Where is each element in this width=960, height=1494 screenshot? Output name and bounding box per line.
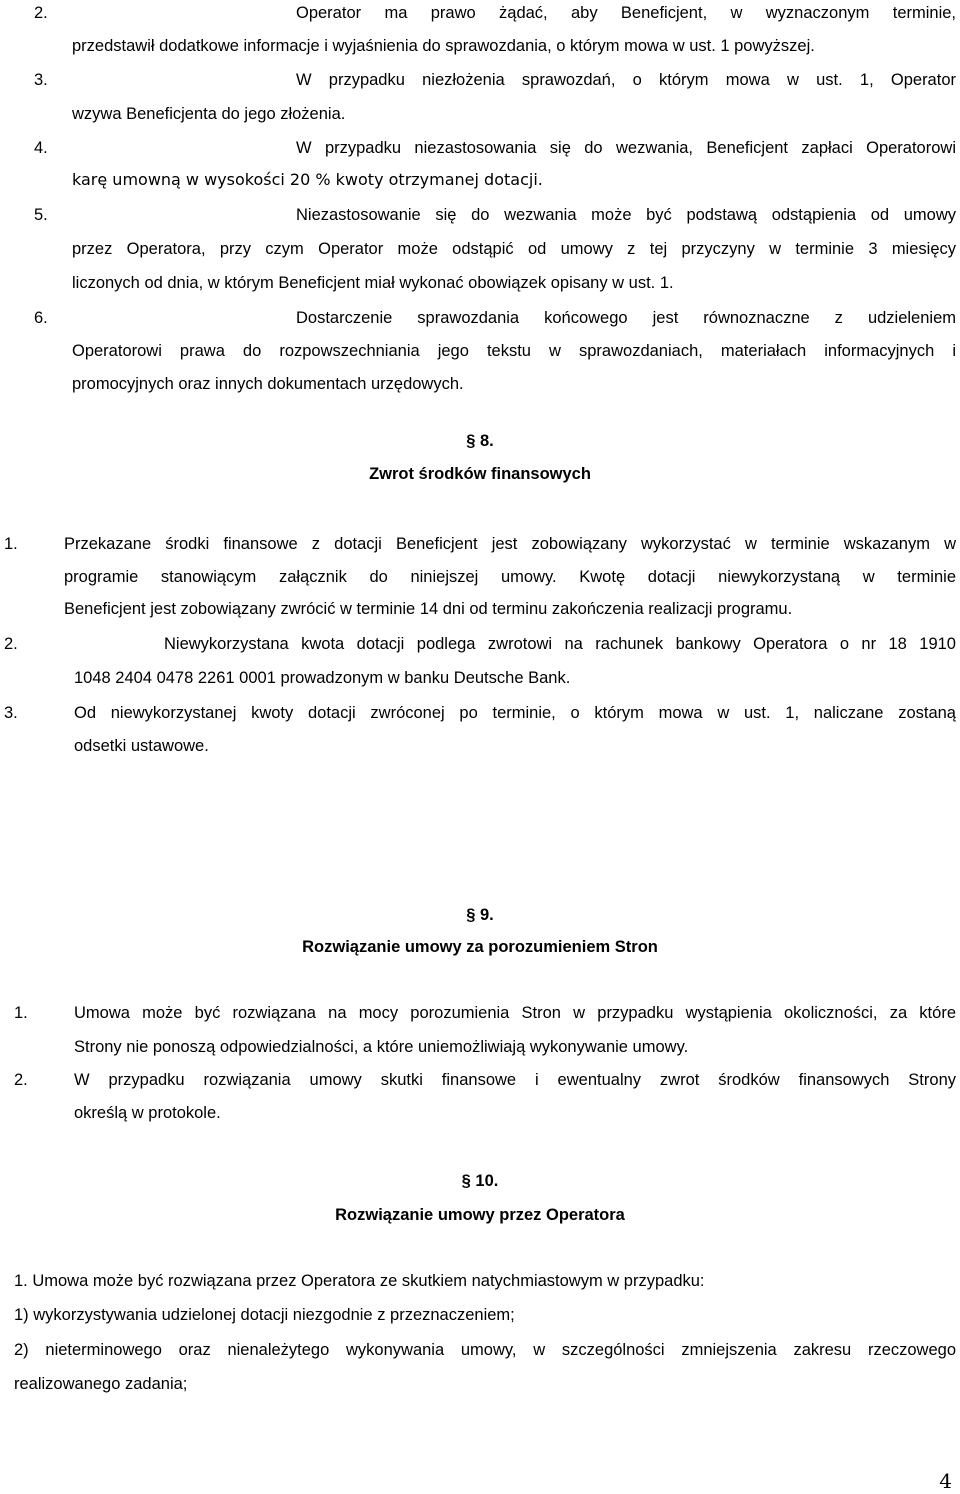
item-line: Od niewykorzystanej kwoty dotacji zwróconej po terminie, o którym mowa w ust. 1, naliczane zostaną xyxy=(74,704,956,722)
item-line: Strony nie ponoszą odpowiedzialności, a które uniemożliwiają wykonywanie umowy. xyxy=(74,1038,689,1056)
item-line: Beneficjent jest zobowiązany zwrócić w terminie 14 dni od terminu zakończenia realizacji programu. xyxy=(64,600,793,618)
item-line: Niewykorzystana kwota dotacji podlega zwrotowi na rachunek bankowy Operatora o nr 18 1910 xyxy=(164,635,956,653)
item-line: W przypadku rozwiązania umowy skutki finansowe i ewentualny zwrot środków finansowych Strony xyxy=(74,1071,956,1089)
item-line: 1048 2404 0478 2261 0001 prowadzonym w banku Deutsche Bank. xyxy=(74,669,571,687)
item-line: W przypadku niezastosowania się do wezwania, Beneficjent zapłaci Operatorowi xyxy=(296,139,956,157)
body-line: 1) wykorzystywania udzielonej dotacji niezgodnie z przeznaczeniem; xyxy=(14,1306,515,1324)
item-number: 2. xyxy=(4,635,18,653)
item-number: 3. xyxy=(34,71,48,89)
body-line: realizowanego zadania; xyxy=(14,1375,188,1393)
section-10-title: Rozwiązanie umowy przez Operatora xyxy=(335,1206,625,1224)
item-number: 1. xyxy=(4,535,18,553)
item-line: przedstawił dodatkowe informacje i wyjaśnienia do sprawozdania, o którym mowa w ust. 1 powyższej. xyxy=(72,37,815,55)
item-number: 5. xyxy=(34,206,48,224)
item-number: 6. xyxy=(34,309,48,327)
section-10-mark: § 10. xyxy=(461,1172,499,1190)
item-line: określą w protokole. xyxy=(74,1104,221,1122)
item-line: Dostarczenie sprawozdania końcowego jest równoznaczne z udzieleniem xyxy=(296,309,956,327)
section-8-title: Zwrot środków finansowych xyxy=(369,465,591,483)
item-number: 2. xyxy=(34,4,48,22)
item-line: liczonych od dnia, w którym Beneficjent miał wykonać obowiązek opisany w ust. 1. xyxy=(72,274,674,292)
item-number: 2. xyxy=(14,1071,28,1089)
section-8-mark: § 8. xyxy=(466,432,494,450)
item-line: Umowa może być rozwiązana na mocy porozumienia Stron w przypadku wystąpienia okoliczności, za które xyxy=(74,1004,956,1022)
item-number: 4. xyxy=(34,139,48,157)
item-line: W przypadku niezłożenia sprawozdań, o którym mowa w ust. 1, Operator xyxy=(296,71,956,89)
section-9-mark: § 9. xyxy=(466,906,494,924)
item-number: 1. xyxy=(14,1004,28,1022)
item-line: przez Operatora, przy czym Operator może odstąpić od umowy z tej przyczyny w terminie 3 miesięcy xyxy=(72,240,956,258)
item-line: programie stanowiącym załącznik do niniejszej umowy. Kwotę dotacji niewykorzystaną w terminie xyxy=(64,568,956,586)
item-line: Operatorowi prawa do rozpowszechniania jego tekstu w sprawozdaniach, materiałach informacyjnych i xyxy=(72,342,956,360)
item-line: odsetki ustawowe. xyxy=(74,737,209,755)
body-line: 1. Umowa może być rozwiązana przez Operatora ze skutkiem natychmiastowym w przypadku: xyxy=(14,1272,705,1290)
item-line: wzywa Beneficjenta do jego złożenia. xyxy=(72,105,346,123)
item-line: Operator ma prawo żądać, aby Beneficjent, w wyznaczonym terminie, xyxy=(296,4,956,22)
page-number: 4 xyxy=(939,1469,952,1493)
item-line: karę umowną w wysokości 20 % kwoty otrzymanej dotacji. xyxy=(72,170,543,189)
body-line: 2) nieterminowego oraz nienależytego wykonywania umowy, w szczególności zmniejszenia zakresu rzeczowego xyxy=(14,1341,956,1359)
item-line: Niezastosowanie się do wezwania może być podstawą odstąpienia od umowy xyxy=(296,206,956,224)
item-line: Przekazane środki finansowe z dotacji Beneficjent jest zobowiązany wykorzystać w terminie wskazanym w xyxy=(64,535,956,553)
item-line: promocyjnych oraz innych dokumentach urzędowych. xyxy=(72,375,464,393)
section-9-title: Rozwiązanie umowy za porozumieniem Stron xyxy=(302,938,658,956)
item-number: 3. xyxy=(4,704,18,722)
